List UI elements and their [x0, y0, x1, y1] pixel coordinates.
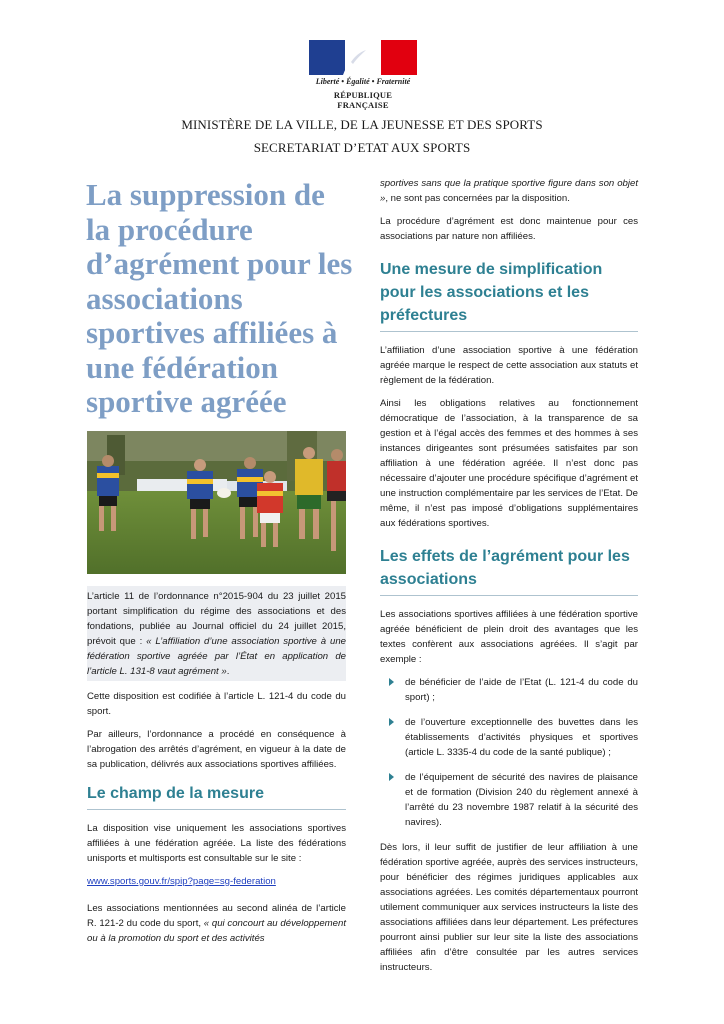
- left-column: [87, 586, 346, 954]
- paragraph: L’affiliation d’une association sportive à une fédération agréée marque le respect de cette association aux statuts et règlement de la fédération.: [380, 345, 638, 386]
- marianne-logo: [309, 40, 417, 110]
- republic-name: RÉPUBLIQUE FRANÇAISE: [333, 90, 393, 110]
- triangle-bullet-icon: [389, 773, 394, 781]
- ministry-name: MINISTÈRE DE LA VILLE, DE LA JEUNESSE ET DES SPORTS: [181, 117, 543, 132]
- section-heading-simplification: Une mesure de simplification pour les associations et les préfectures: [380, 258, 638, 332]
- paragraph: Ainsi les obligations relatives au fonctionnement démocratique de l’association, à la transparence de sa gestion et à l’égal accès des femmes et des hommes à ses instances dirigeantes sont présumées satisfaites par son affiliation à une fédération agréée. Il n’est donc pas nécessaire d’ajouter une procédure spécifique d’agrément et une instruction complémentaire par les services de l’Etat. De même, il n’est pas imposé d’obligations supplémentaires aux fédérations sportives.: [380, 398, 638, 529]
- triangle-bullet-icon: [389, 718, 394, 726]
- paragraph: La disposition vise uniquement les associations sportives affiliées à une fédération agréée. La liste des fédérations unisports et multisports est consultable sur le site :: [87, 823, 346, 864]
- rugby-match-photo: [87, 431, 346, 574]
- list-item-text: de l’ouverture exceptionnelle des buvettes dans les établissements d’activités physiques et sportives (article L. 3335-4 du code de la santé publique) ;: [405, 717, 638, 758]
- paragraph: Les associations sportives affiliées à une fédération sportive agréée bénéficient de plein droit des avantages que les textes confèrent aux associations agréées. Il s’agit par exemple :: [380, 609, 638, 665]
- callout-text: L’article 11 de l’ordonnance n°2015-904 du 23 juillet 2015 portant simplification du régime des associations et des fondations, publiée au Journal officiel du 24 juillet 2015, prévoit que :: [87, 591, 346, 647]
- paragraph: [87, 901, 346, 946]
- paragraph: Par ailleurs, l’ordonnance a procédé en conséquence à l’abrogation des arrêtés d’agrément, en vigueur à la date de sa publication, délivrés aux associations sportives affiliées.: [87, 729, 346, 770]
- advantages-list: [380, 675, 638, 830]
- paragraph: Cette disposition est codifiée à l’article L. 121-4 du code du sport.: [87, 691, 346, 717]
- paragraph-text: Les associations mentionnées au second alinéa de l’article R. 121-2 du code du sport,: [87, 903, 346, 929]
- paragraph-text: , ne sont pas concernées par la disposition.: [385, 193, 570, 204]
- document-title: La suppression de la procédure d’agrément pour les associations sportives affiliées à une fédération sportive agréée: [86, 177, 353, 419]
- list-item: [380, 675, 638, 705]
- secretariat-name: SECRETARIAT D’ETAT AUX SPORTS: [253, 140, 471, 155]
- list-item-text: de bénéficier de l’aide de l’Etat (L. 121-4 du code du sport) ;: [405, 677, 638, 703]
- callout-end: .: [226, 666, 230, 677]
- paragraph: Dès lors, il leur suffit de justifier de leur affiliation à une fédération sportive agréée, auprès des services instructeurs, pour bénéficier des régimes juridiques applicables aux associations agréées. Les comités départementaux pourront utilement communiquer aux services instructeurs la liste des associations affiliées dans leur département. Les préfectures pourront ainsi publier sur leur site la liste des associations affiliées afin d’être consultée par les autres services instructeurs.: [380, 842, 638, 973]
- right-column: [380, 176, 638, 983]
- federation-link-line: [87, 874, 346, 889]
- tricolor-flag: [309, 40, 417, 75]
- triangle-bullet-icon: [389, 678, 394, 686]
- section-heading-effects: Les effets de l’agrément pour les associations: [380, 545, 638, 596]
- paragraph: [380, 176, 638, 206]
- ordinance-callout: [87, 586, 346, 681]
- callout-quote: « L’affiliation d’une association sportive à une fédération sportive agréée par l’État en application de l’article L. 131-8 vaut agrément »: [87, 636, 346, 677]
- paragraph-quote: « qui concourt au développement ou à la promotion du sport et des activités: [87, 918, 346, 944]
- section-heading-scope: Le champ de la mesure: [87, 782, 346, 810]
- list-item: [380, 770, 638, 830]
- republic-motto: Liberté • Égalité • Fraternité: [315, 77, 411, 86]
- paragraph-quote: sportives sans que la pratique sportive figure dans son objet »: [380, 178, 638, 204]
- paragraph: La procédure d’agrément est donc maintenue pour ces associations par nature non affiliées.: [380, 216, 638, 242]
- marianne-profile-icon: [333, 40, 393, 75]
- list-item: [380, 715, 638, 760]
- list-item-text: de l’équipement de sécurité des navires de plaisance et de formation (Division 240 du règlement annexé à l’arrêté du 23 novembre 1987 relatif à la sécurité des navires).: [405, 772, 638, 828]
- federation-list-link[interactable]: www.sports.gouv.fr/spip?page=sg-federation: [87, 876, 276, 887]
